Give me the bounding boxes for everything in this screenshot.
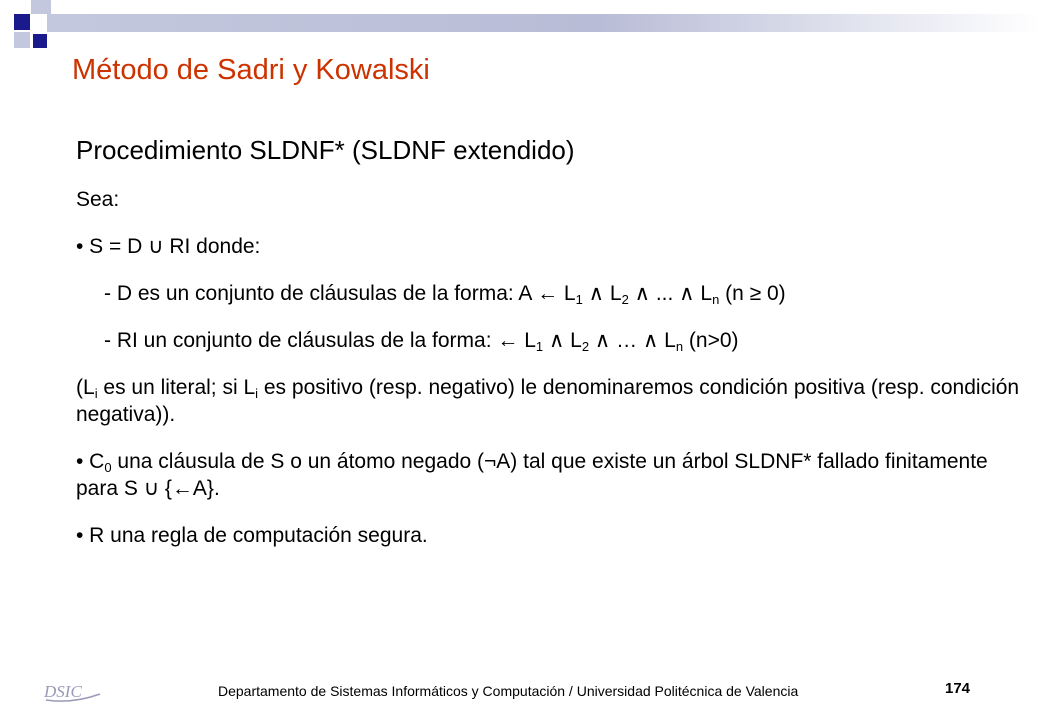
sea-line: Sea: <box>76 188 120 211</box>
bullet-c0-text-a: • C <box>76 450 105 473</box>
bullet-c0-definition <box>76 448 1026 502</box>
header-square-dark-1 <box>14 14 30 30</box>
page-number: 174 <box>945 680 971 697</box>
literal-note-text-b: es un literal; si L <box>97 376 256 399</box>
line-ri-definition <box>76 327 1026 354</box>
literal-note-text-a: (L <box>76 376 95 399</box>
bullet-r-definition: • R una regla de computación segura. <box>76 524 428 547</box>
line-d-sub-n: n <box>712 292 720 307</box>
footer-text: Departamento de Sistemas Informáticos y Computación / Universidad Politécnica de Valencia <box>218 683 799 699</box>
dsic-logo <box>42 676 104 706</box>
line-d-definition <box>76 280 1026 307</box>
bullet-s-definition: • S = D ∪ RI donde: <box>76 235 261 258</box>
header-square-light-1 <box>31 0 51 14</box>
header-square-light-2 <box>14 32 30 48</box>
header-gradient-bar <box>60 14 1040 32</box>
slide-subtitle: Procedimiento SLDNF* (SLDNF extendido) <box>76 135 575 165</box>
slide-content <box>76 134 1026 569</box>
header-square-light-3 <box>47 14 60 32</box>
line-ri-sub-2: 2 <box>581 339 590 354</box>
line-ri-text-and1: ∧ L <box>543 329 582 352</box>
line-ri-text-post: (n>0) <box>683 329 739 352</box>
dsic-logo-text: DSIC <box>44 682 82 701</box>
line-d-text-mid: ∧ ... ∧ L <box>628 282 713 305</box>
line-ri-sub-1: 1 <box>535 339 544 354</box>
line-ri-sub-n: n <box>675 339 684 354</box>
bullet-c0-text-b: una cláusula de S o un átomo negado (¬A) tal que existe un árbol SLDNF* fallado finitamente para S ∪ {←A}. <box>76 450 988 500</box>
line-ri-text-pre: - RI un conjunto de cláusulas de la forma: ← L <box>104 329 536 352</box>
literal-note <box>76 374 1026 428</box>
line-d-sub-1: 1 <box>575 292 583 307</box>
slide-title: Método de Sadri y Kowalski <box>72 54 430 86</box>
header-square-dark-2 <box>33 34 47 48</box>
bullet-c0-sub-0: 0 <box>104 460 112 475</box>
line-d-text-pre: - D es un conjunto de cláusulas de la forma: A ← L <box>104 282 576 305</box>
literal-note-sub-i2: i <box>255 386 259 401</box>
line-ri-text-mid: ∧ … ∧ L <box>589 329 676 352</box>
line-d-sub-2: 2 <box>621 292 629 307</box>
literal-note-text-c: es positivo (resp. negativo) le denominaremos condición positiva (resp. condición negativa)). <box>76 376 1020 426</box>
line-d-text-and1: ∧ L <box>582 282 622 305</box>
line-d-text-post: (n ≥ 0) <box>719 282 786 305</box>
literal-note-sub-i1: i <box>94 386 98 401</box>
